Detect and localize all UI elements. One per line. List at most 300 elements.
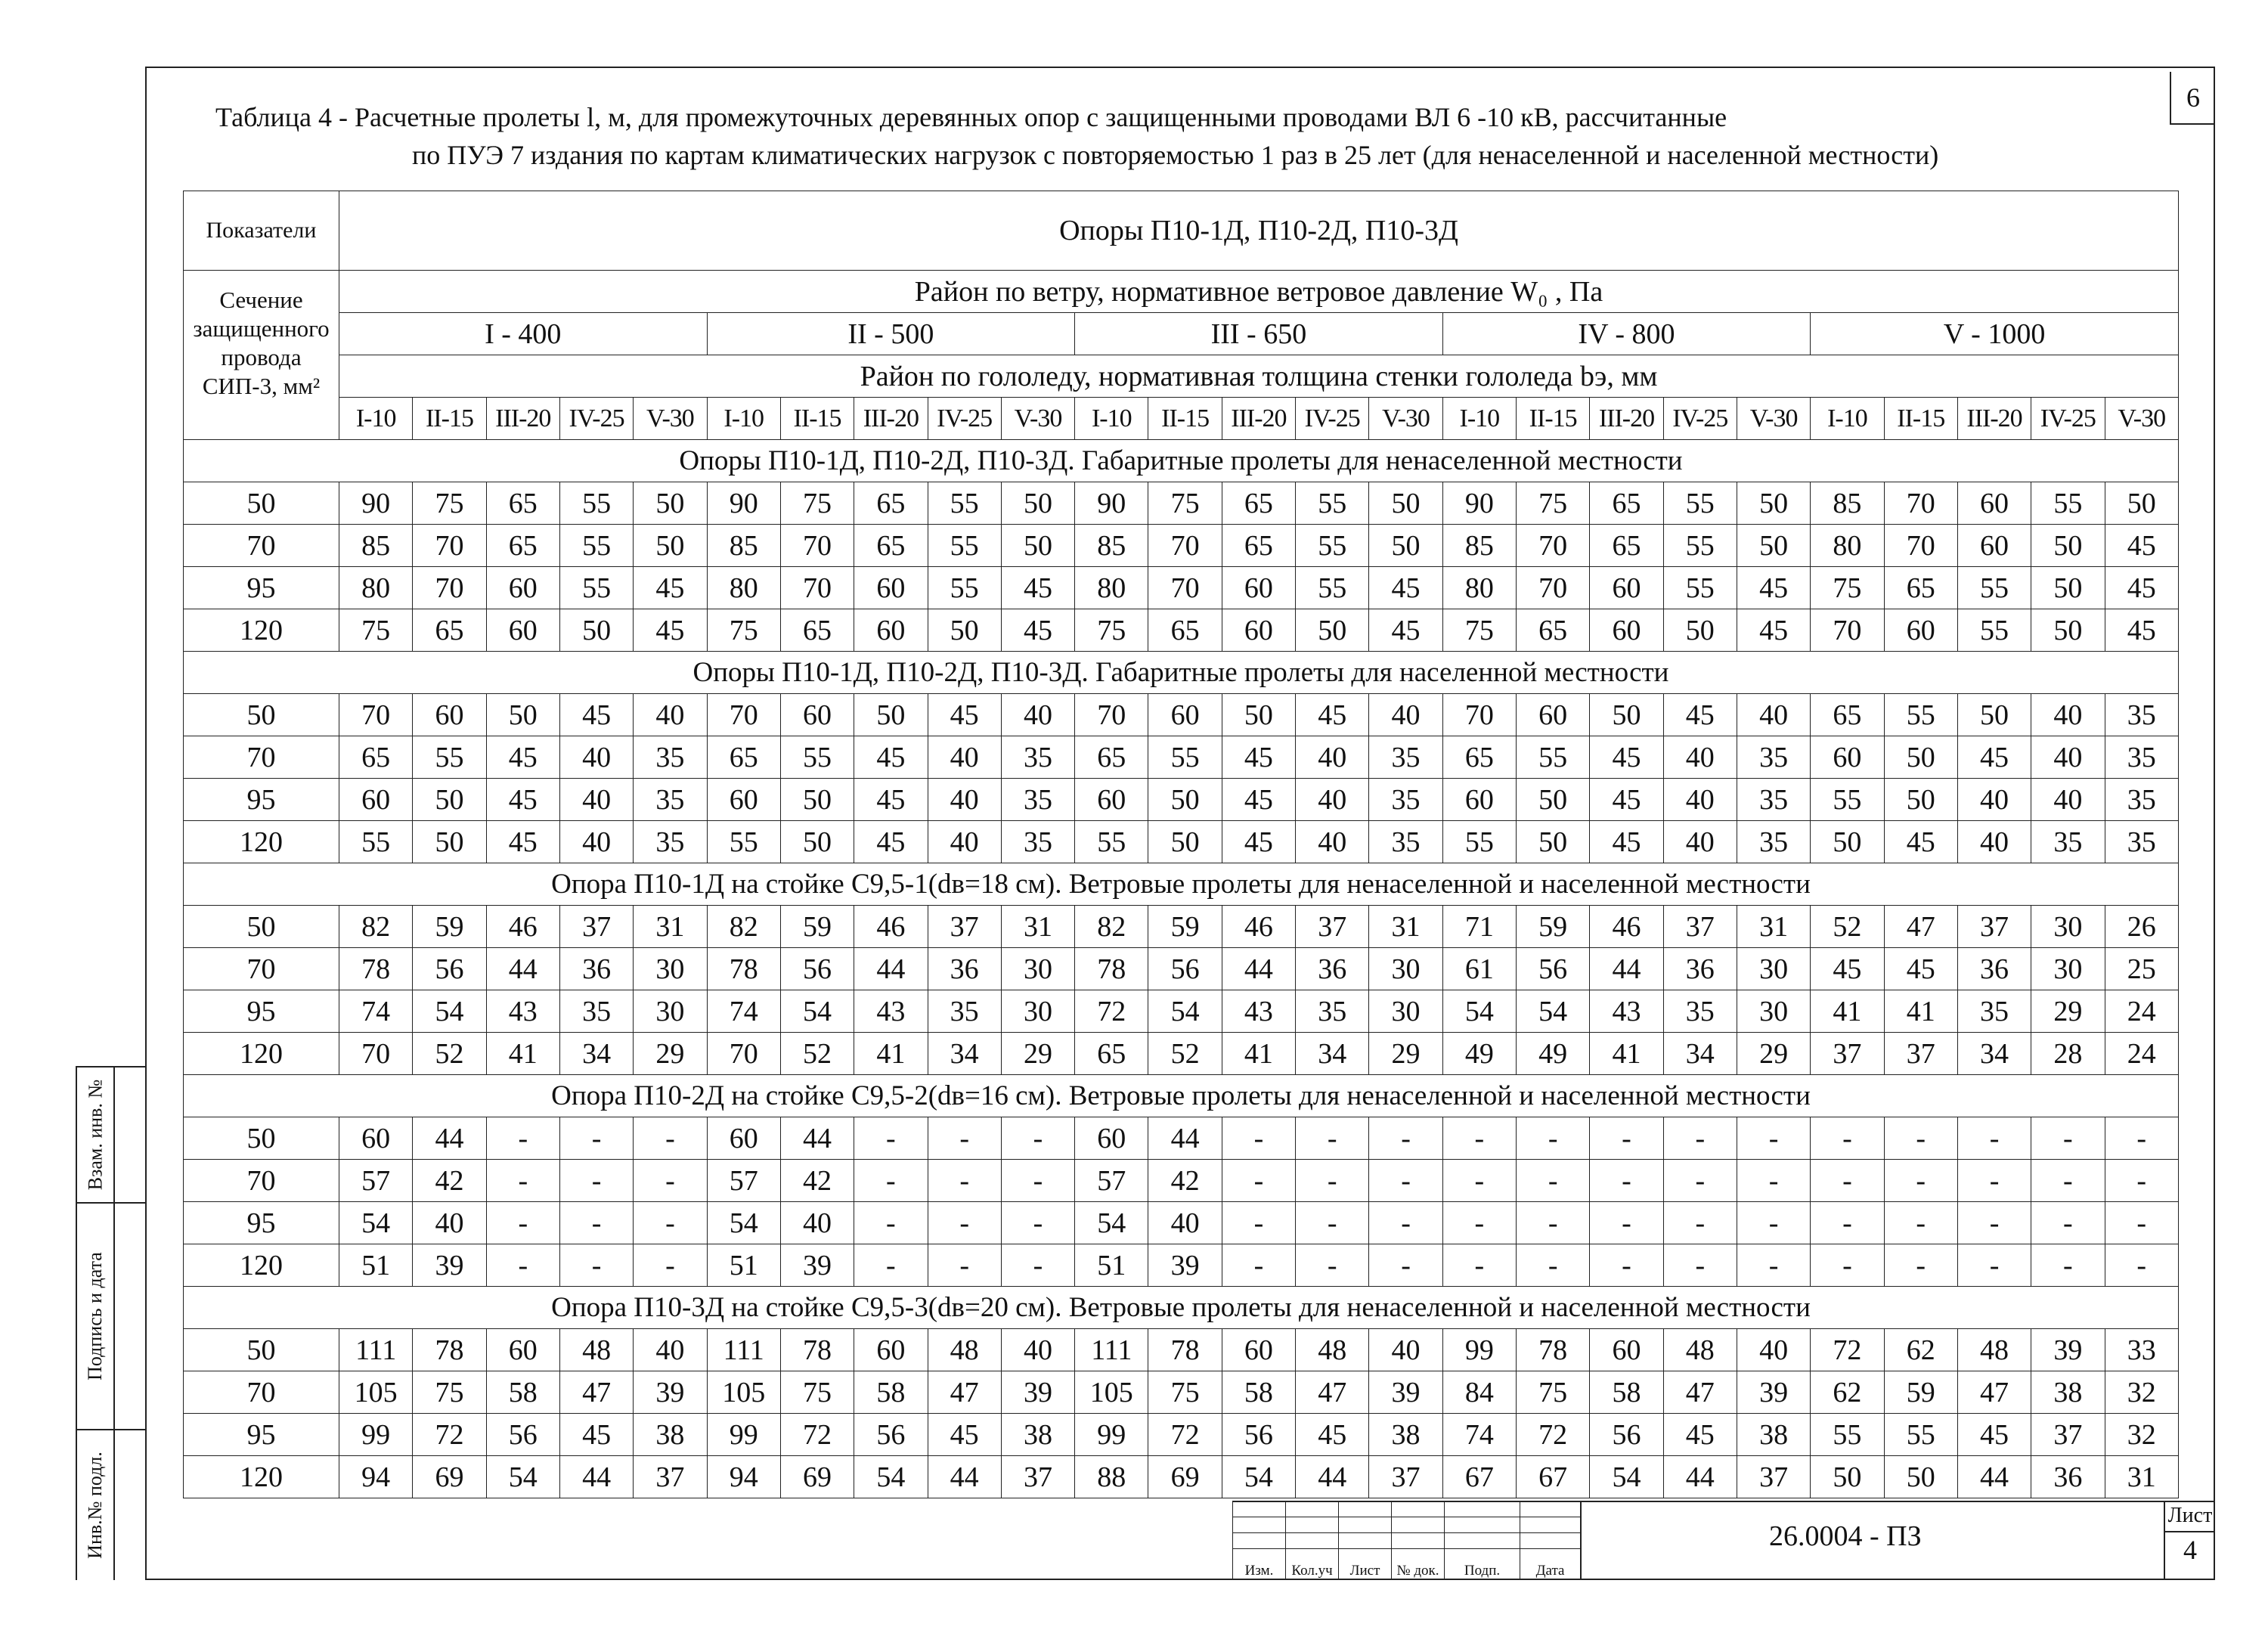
span-value-cell: - <box>1442 1117 1516 1160</box>
cross-section-cell: 70 <box>184 525 339 567</box>
span-value-cell: 58 <box>1590 1371 1663 1414</box>
span-value-cell: 65 <box>780 609 854 652</box>
span-value-cell: 60 <box>1222 567 1295 609</box>
span-value-cell: 48 <box>1957 1329 2031 1371</box>
span-value-cell: 90 <box>1075 482 1148 525</box>
span-value-cell: 29 <box>1737 1033 1810 1075</box>
span-value-cell: 82 <box>707 906 780 948</box>
span-value-cell: 54 <box>1517 990 1590 1033</box>
span-value-cell: - <box>1590 1160 1663 1202</box>
span-value-cell: - <box>559 1244 633 1287</box>
span-value-cell: 60 <box>1222 609 1295 652</box>
span-value-cell: 40 <box>1663 821 1737 863</box>
span-value-cell: - <box>486 1160 559 1202</box>
span-value-cell: 31 <box>1001 906 1074 948</box>
span-value-cell: 60 <box>854 1329 928 1371</box>
span-value-cell: - <box>1957 1117 2031 1160</box>
span-value-cell: 45 <box>1957 736 2031 779</box>
span-value-cell: 45 <box>1369 609 1442 652</box>
section-title: Опора П10-3Д на стойке С9,5-3(dв=20 см). Ветровые пролеты для ненаселенной и населенной местности <box>184 1287 2179 1329</box>
span-value-cell: 55 <box>1075 821 1148 863</box>
span-value-cell: 40 <box>2031 736 2105 779</box>
span-value-cell: 35 <box>634 821 707 863</box>
span-value-cell: 45 <box>2105 609 2179 652</box>
span-value-cell: - <box>1811 1160 1884 1202</box>
span-value-cell: 50 <box>854 694 928 736</box>
span-value-cell: 58 <box>1222 1371 1295 1414</box>
span-value-cell: 75 <box>1517 482 1590 525</box>
span-value-cell: 40 <box>2031 694 2105 736</box>
cross-section-cell: 50 <box>184 694 339 736</box>
ice-region-cell: III-20 <box>1222 398 1295 440</box>
span-value-cell: 39 <box>1737 1371 1810 1414</box>
span-value-cell: 70 <box>339 694 413 736</box>
span-value-cell: 57 <box>339 1160 413 1202</box>
span-value-cell: 38 <box>1369 1414 1442 1456</box>
span-value-cell: 36 <box>1957 948 2031 990</box>
span-value-cell: 31 <box>1369 906 1442 948</box>
span-value-cell: 34 <box>559 1033 633 1075</box>
span-value-cell: 65 <box>1075 736 1148 779</box>
span-value-cell: 80 <box>1442 567 1516 609</box>
cross-section-cell: 70 <box>184 948 339 990</box>
span-value-cell: 45 <box>1590 821 1663 863</box>
span-value-cell: 50 <box>486 694 559 736</box>
span-value-cell: 48 <box>928 1329 1001 1371</box>
span-value-cell: 54 <box>1075 1202 1148 1244</box>
span-value-cell: - <box>1442 1160 1516 1202</box>
span-value-cell: 47 <box>1663 1371 1737 1414</box>
side-stamp-cell <box>76 1429 145 1580</box>
span-value-cell: 24 <box>2105 1033 2179 1075</box>
span-value-cell: 35 <box>1663 990 1737 1033</box>
span-value-cell: 48 <box>1296 1329 1369 1371</box>
span-value-cell: - <box>1222 1160 1295 1202</box>
span-value-cell: 28 <box>2031 1033 2105 1075</box>
span-value-cell: 72 <box>1517 1414 1590 1456</box>
span-value-cell: 46 <box>854 906 928 948</box>
span-value-cell: 56 <box>1222 1414 1295 1456</box>
span-value-cell: 90 <box>339 482 413 525</box>
span-value-cell: 60 <box>1590 1329 1663 1371</box>
span-value-cell: - <box>1884 1117 1957 1160</box>
span-value-cell: 35 <box>634 779 707 821</box>
span-value-cell: 45 <box>486 779 559 821</box>
span-value-cell: 70 <box>1148 567 1222 609</box>
span-value-cell: - <box>1737 1244 1810 1287</box>
span-value-cell: 85 <box>339 525 413 567</box>
span-value-cell: 69 <box>780 1456 854 1498</box>
span-value-cell: 31 <box>634 906 707 948</box>
span-value-cell: - <box>1517 1117 1590 1160</box>
side-stamp-cell <box>76 1202 145 1429</box>
section-title: Опора П10-2Д на стойке С9,5-2(dв=16 см). Ветровые пролеты для ненаселенной и населенной местности <box>184 1075 2179 1117</box>
span-value-cell: - <box>559 1117 633 1160</box>
span-value-cell: 70 <box>1517 525 1590 567</box>
span-value-cell: 29 <box>1369 1033 1442 1075</box>
span-value-cell: - <box>1296 1117 1369 1160</box>
ice-region-cell: II-15 <box>1884 398 1957 440</box>
span-value-cell: 30 <box>1369 990 1442 1033</box>
span-value-cell: 65 <box>1148 609 1222 652</box>
cross-section-cell: 50 <box>184 1329 339 1371</box>
side-stamp-label: Инв.№ подл. <box>84 1452 106 1559</box>
span-value-cell: 60 <box>1884 609 1957 652</box>
span-value-cell: 85 <box>1811 482 1884 525</box>
span-value-cell: - <box>1737 1202 1810 1244</box>
span-value-cell: 30 <box>2031 948 2105 990</box>
span-value-cell: 40 <box>1369 1329 1442 1371</box>
sheet-number: 4 <box>2183 1535 2197 1565</box>
span-value-cell: 30 <box>1001 990 1074 1033</box>
span-value-cell: 65 <box>486 525 559 567</box>
span-value-cell: 55 <box>1811 1414 1884 1456</box>
ice-region-cell: I-10 <box>1075 398 1148 440</box>
span-value-cell: - <box>1369 1244 1442 1287</box>
table-row <box>184 1371 2179 1414</box>
span-value-cell: - <box>2031 1117 2105 1160</box>
span-value-cell: 65 <box>854 525 928 567</box>
span-value-cell: 65 <box>707 736 780 779</box>
span-value-cell: 39 <box>634 1371 707 1414</box>
span-value-cell: 70 <box>1442 694 1516 736</box>
cross-section-cell: 70 <box>184 736 339 779</box>
span-value-cell: - <box>634 1244 707 1287</box>
span-value-cell: 50 <box>780 821 854 863</box>
span-value-cell: - <box>634 1202 707 1244</box>
span-value-cell: 40 <box>1957 779 2031 821</box>
span-value-cell: - <box>1517 1160 1590 1202</box>
span-value-cell: 40 <box>2031 779 2105 821</box>
span-value-cell: 54 <box>854 1456 928 1498</box>
span-value-cell: 70 <box>1517 567 1590 609</box>
span-value-cell: 41 <box>1590 1033 1663 1075</box>
side-stamp-label: Подпись и дата <box>84 1252 106 1380</box>
span-value-cell: 65 <box>1811 694 1884 736</box>
span-value-cell: 35 <box>2105 821 2179 863</box>
span-value-cell: 50 <box>2031 609 2105 652</box>
span-value-cell: 38 <box>634 1414 707 1456</box>
ice-region-cell: IV-25 <box>928 398 1001 440</box>
table-row <box>184 1456 2179 1498</box>
span-value-cell: 78 <box>1075 948 1148 990</box>
span-value-cell: 47 <box>559 1371 633 1414</box>
span-value-cell: 45 <box>928 1414 1001 1456</box>
sheet-label: Лист <box>2165 1501 2215 1532</box>
span-value-cell: 46 <box>1222 906 1295 948</box>
span-value-cell: 55 <box>1663 525 1737 567</box>
span-value-cell: 35 <box>1001 821 1074 863</box>
span-value-cell: 72 <box>1148 1414 1222 1456</box>
cross-section-cell: 95 <box>184 779 339 821</box>
span-value-cell: 78 <box>339 948 413 990</box>
span-value-cell: 60 <box>780 694 854 736</box>
span-value-cell: 55 <box>1517 736 1590 779</box>
span-value-cell: - <box>559 1160 633 1202</box>
span-value-cell: - <box>1884 1160 1957 1202</box>
wind-region-cell: I - 400 <box>339 313 708 355</box>
span-value-cell: 62 <box>1884 1329 1957 1371</box>
span-value-cell: 35 <box>1369 736 1442 779</box>
ice-region-cell: V-30 <box>1369 398 1442 440</box>
span-value-cell: 62 <box>1811 1371 1884 1414</box>
span-value-cell: 55 <box>707 821 780 863</box>
span-value-cell: 41 <box>1884 990 1957 1033</box>
span-value-cell: 80 <box>1075 567 1148 609</box>
span-value-cell: 78 <box>1148 1329 1222 1371</box>
table-row <box>184 736 2179 779</box>
span-value-cell: 41 <box>1811 990 1884 1033</box>
title-line-1: Таблица 4 - Расчетные пролеты l, м, для промежуточных деревянных опор с защищенными проводами ВЛ 6 -10 кВ, рассчитанные <box>215 102 1727 132</box>
span-value-cell: 55 <box>1296 482 1369 525</box>
span-value-cell: 40 <box>1737 694 1810 736</box>
span-value-cell: 111 <box>707 1329 780 1371</box>
span-value-cell: 72 <box>413 1414 486 1456</box>
span-value-cell: 54 <box>1590 1456 1663 1498</box>
span-value-cell: 35 <box>1957 990 2031 1033</box>
span-value-cell: 56 <box>486 1414 559 1456</box>
span-value-cell: 55 <box>1442 821 1516 863</box>
span-value-cell: 54 <box>1442 990 1516 1033</box>
span-value-cell: - <box>1663 1160 1737 1202</box>
cross-section-cell: 120 <box>184 1244 339 1287</box>
span-value-cell: - <box>1442 1244 1516 1287</box>
ice-region-cell: III-20 <box>486 398 559 440</box>
span-value-cell: 60 <box>1442 779 1516 821</box>
span-value-cell: - <box>1811 1244 1884 1287</box>
span-value-cell: 65 <box>486 482 559 525</box>
span-value-cell: 50 <box>928 609 1001 652</box>
cross-section-cell: 50 <box>184 1117 339 1160</box>
span-value-cell: 37 <box>634 1456 707 1498</box>
span-value-cell: 45 <box>1663 1414 1737 1456</box>
span-value-cell: 70 <box>1884 482 1957 525</box>
span-value-cell: 54 <box>1148 990 1222 1033</box>
span-value-cell: 50 <box>1884 779 1957 821</box>
span-value-cell: 40 <box>1148 1202 1222 1244</box>
span-value-cell: 45 <box>2105 567 2179 609</box>
span-value-cell: 99 <box>339 1414 413 1456</box>
span-value-cell: 70 <box>1811 609 1884 652</box>
span-value-cell: 40 <box>413 1202 486 1244</box>
span-value-cell: 105 <box>707 1371 780 1414</box>
span-value-cell: - <box>928 1117 1001 1160</box>
ice-region-cell: III-20 <box>1957 398 2031 440</box>
span-value-cell: 43 <box>1590 990 1663 1033</box>
span-value-cell: 52 <box>780 1033 854 1075</box>
span-value-cell: 45 <box>1001 567 1074 609</box>
span-value-cell: 50 <box>1001 525 1074 567</box>
span-value-cell: 39 <box>1001 1371 1074 1414</box>
span-value-cell: 45 <box>1001 609 1074 652</box>
span-value-cell: - <box>1737 1160 1810 1202</box>
span-value-cell: 69 <box>1148 1456 1222 1498</box>
span-value-cell: 90 <box>1442 482 1516 525</box>
span-value-cell: 40 <box>1957 821 2031 863</box>
span-value-cell: 40 <box>1296 779 1369 821</box>
span-value-cell: 78 <box>1517 1329 1590 1371</box>
span-value-cell: 29 <box>2031 990 2105 1033</box>
span-value-cell: 32 <box>2105 1414 2179 1456</box>
span-value-cell: 45 <box>1222 779 1295 821</box>
span-value-cell: 61 <box>1442 948 1516 990</box>
span-value-cell: - <box>1296 1202 1369 1244</box>
span-value-cell: 35 <box>2105 779 2179 821</box>
span-value-cell: 36 <box>928 948 1001 990</box>
span-value-cell: - <box>1001 1244 1074 1287</box>
span-value-cell: - <box>2105 1244 2179 1287</box>
span-value-cell: 50 <box>1222 694 1295 736</box>
sheet-box <box>2164 1501 2215 1580</box>
table-row <box>184 1414 2179 1456</box>
span-value-cell: 50 <box>1957 694 2031 736</box>
ice-region-cell: IV-25 <box>1296 398 1369 440</box>
spans-table <box>183 191 2179 1498</box>
ice-region-cell: V-30 <box>1737 398 1810 440</box>
span-value-cell: 94 <box>339 1456 413 1498</box>
span-value-cell: 39 <box>2031 1329 2105 1371</box>
span-value-cell: - <box>854 1244 928 1287</box>
span-value-cell: 44 <box>559 1456 633 1498</box>
table-row <box>184 1160 2179 1202</box>
span-value-cell: - <box>1369 1202 1442 1244</box>
span-value-cell: 31 <box>1737 906 1810 948</box>
table-row <box>184 990 2179 1033</box>
span-value-cell: 94 <box>707 1456 780 1498</box>
span-value-cell: 70 <box>413 525 486 567</box>
span-value-cell: 37 <box>2031 1414 2105 1456</box>
span-value-cell: 84 <box>1442 1371 1516 1414</box>
span-value-cell: 36 <box>559 948 633 990</box>
span-value-cell: 37 <box>1957 906 2031 948</box>
span-value-cell: - <box>928 1244 1001 1287</box>
span-value-cell: 59 <box>413 906 486 948</box>
span-value-cell: 50 <box>780 779 854 821</box>
span-value-cell: 75 <box>1075 609 1148 652</box>
span-value-cell: 70 <box>339 1033 413 1075</box>
stamp-label: Дата <box>1520 1549 1581 1580</box>
span-value-cell: 60 <box>1148 694 1222 736</box>
span-value-cell: 85 <box>1075 525 1148 567</box>
stamp-label: Лист <box>1339 1549 1392 1580</box>
span-value-cell: 74 <box>1442 1414 1516 1456</box>
span-value-cell: - <box>1663 1117 1737 1160</box>
span-value-cell: 55 <box>1884 1414 1957 1456</box>
span-value-cell: - <box>1663 1244 1737 1287</box>
span-value-cell: 75 <box>780 482 854 525</box>
span-value-cell: 50 <box>1884 736 1957 779</box>
span-value-cell: 54 <box>339 1202 413 1244</box>
span-value-cell: - <box>1957 1244 2031 1287</box>
span-value-cell: 30 <box>1737 990 1810 1033</box>
span-value-cell: 37 <box>1296 906 1369 948</box>
span-value-cell: 40 <box>559 779 633 821</box>
span-value-cell: 55 <box>1663 482 1737 525</box>
span-value-cell: 65 <box>1075 1033 1148 1075</box>
span-value-cell: 50 <box>634 482 707 525</box>
span-value-cell: 48 <box>1663 1329 1737 1371</box>
span-value-cell: 67 <box>1517 1456 1590 1498</box>
span-value-cell: 40 <box>1296 736 1369 779</box>
span-value-cell: 45 <box>1590 736 1663 779</box>
span-value-cell: 26 <box>2105 906 2179 948</box>
span-value-cell: 44 <box>486 948 559 990</box>
span-value-cell: 39 <box>1369 1371 1442 1414</box>
span-value-cell: 55 <box>1811 779 1884 821</box>
table-row <box>184 779 2179 821</box>
span-value-cell: 56 <box>413 948 486 990</box>
span-value-cell: 45 <box>634 567 707 609</box>
span-value-cell: 80 <box>707 567 780 609</box>
span-value-cell: 72 <box>1811 1329 1884 1371</box>
span-value-cell: - <box>2105 1117 2179 1160</box>
span-value-cell: 60 <box>339 1117 413 1160</box>
cross-section-cell: 95 <box>184 567 339 609</box>
span-value-cell: 40 <box>559 736 633 779</box>
span-value-cell: 50 <box>1737 525 1810 567</box>
cross-section-cell: 70 <box>184 1371 339 1414</box>
span-value-cell: 35 <box>2105 736 2179 779</box>
span-value-cell: 45 <box>486 736 559 779</box>
ice-region-cell: V-30 <box>634 398 707 440</box>
span-value-cell: 59 <box>780 906 854 948</box>
span-value-cell: 80 <box>339 567 413 609</box>
span-value-cell: 50 <box>559 609 633 652</box>
side-stamp <box>76 1066 145 1580</box>
cross-section-cell: 95 <box>184 1202 339 1244</box>
span-value-cell: 59 <box>1884 1371 1957 1414</box>
span-value-cell: 80 <box>1811 525 1884 567</box>
span-value-cell: 42 <box>780 1160 854 1202</box>
span-value-cell: 70 <box>780 525 854 567</box>
span-value-cell: - <box>2105 1160 2179 1202</box>
span-value-cell: 72 <box>780 1414 854 1456</box>
span-value-cell: 52 <box>1811 906 1884 948</box>
span-value-cell: 44 <box>1663 1456 1737 1498</box>
span-value-cell: 71 <box>1442 906 1516 948</box>
supports-header: Опоры П10-1Д, П10-2Д, П10-3Д <box>339 191 2179 271</box>
span-value-cell: 51 <box>1075 1244 1148 1287</box>
span-value-cell: 43 <box>1222 990 1295 1033</box>
span-value-cell: 30 <box>634 948 707 990</box>
span-value-cell: 34 <box>1296 1033 1369 1075</box>
span-value-cell: 50 <box>634 525 707 567</box>
span-value-cell: 99 <box>707 1414 780 1456</box>
span-value-cell: 55 <box>559 525 633 567</box>
span-value-cell: 50 <box>1517 821 1590 863</box>
span-value-cell: 75 <box>707 609 780 652</box>
table-row <box>184 821 2179 863</box>
table-row <box>184 1033 2179 1075</box>
cross-section-cell: 95 <box>184 1414 339 1456</box>
side-stamp-label: Взам. инв. № <box>84 1079 106 1191</box>
span-value-cell: 38 <box>1001 1414 1074 1456</box>
ice-region-cell: III-20 <box>854 398 928 440</box>
span-value-cell: 75 <box>1811 567 1884 609</box>
span-value-cell: - <box>1369 1117 1442 1160</box>
span-value-cell: 35 <box>634 736 707 779</box>
span-value-cell: 75 <box>413 482 486 525</box>
span-value-cell: - <box>1517 1244 1590 1287</box>
ice-region-cell: II-15 <box>780 398 854 440</box>
ice-region-cell: I-10 <box>1811 398 1884 440</box>
span-value-cell: 47 <box>1957 1371 2031 1414</box>
span-value-cell: 82 <box>339 906 413 948</box>
cross-section-cell: 120 <box>184 609 339 652</box>
span-value-cell: 43 <box>486 990 559 1033</box>
wind-region-cell: III - 650 <box>1075 313 1443 355</box>
indicators-header: Показатели <box>184 191 339 271</box>
